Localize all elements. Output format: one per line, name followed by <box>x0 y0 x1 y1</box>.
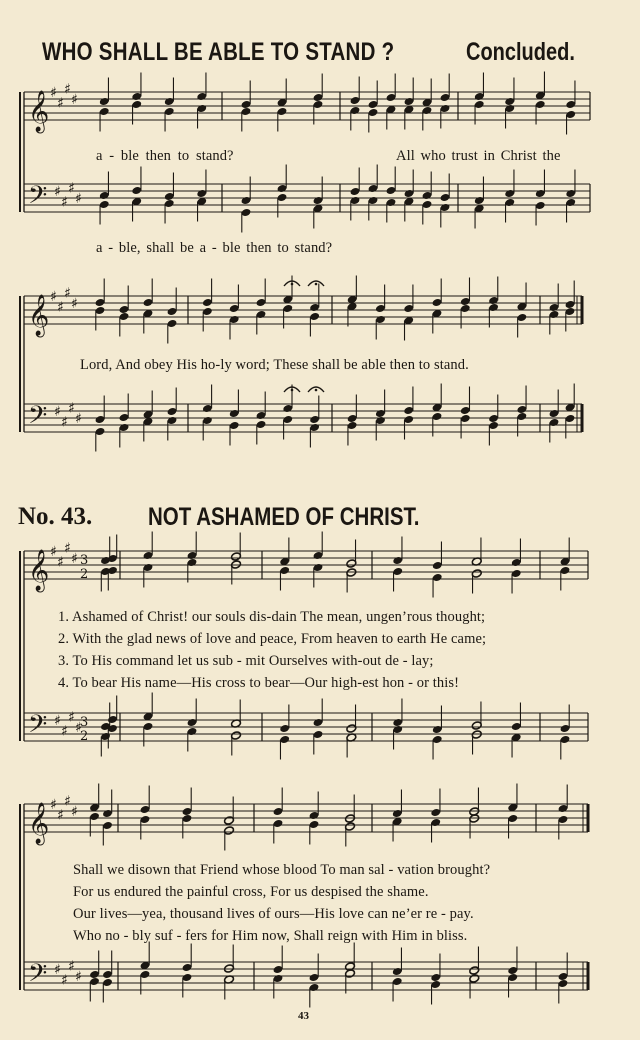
sharp-sign: ♯ <box>68 180 75 197</box>
hymn-42-title: WHO SHALL BE ABLE TO STAND ? <box>42 38 395 66</box>
hymn-43-number: No. 43. <box>18 503 93 530</box>
sharp-sign: ♯ <box>57 95 64 112</box>
hymn-42-lyric-line-1a: a - ble then to stand? <box>96 148 234 164</box>
sharp-sign: ♯ <box>61 723 68 740</box>
time-sig-top: 3 <box>80 715 89 730</box>
fermata-dot <box>315 389 318 392</box>
time-sig-top: 3 <box>80 553 89 568</box>
sharp-sign: ♯ <box>50 544 57 560</box>
sharp-sign: ♯ <box>64 285 71 302</box>
sharp-sign: ♯ <box>71 296 78 312</box>
sharp-sign: ♯ <box>57 299 64 316</box>
sharp-sign: ♯ <box>75 720 82 736</box>
bass-clef: 𝄢 <box>28 401 48 436</box>
page-number: 43 <box>298 1010 309 1022</box>
bass-clef: 𝄢 <box>28 181 48 216</box>
sharp-sign: ♯ <box>50 797 57 813</box>
sharp-sign: ♯ <box>64 793 71 810</box>
hymn-42-bass-lyric-line: a - ble, shall be a - ble then to stand? <box>96 240 333 256</box>
treble-clef: 𝄞 <box>28 550 50 591</box>
sharp-sign: ♯ <box>54 713 61 729</box>
sharp-sign: ♯ <box>57 554 64 571</box>
sharp-sign: ♯ <box>68 709 75 726</box>
sharp-sign: ♯ <box>57 807 64 824</box>
fermata-dot <box>315 283 318 286</box>
sharp-sign: ♯ <box>61 194 68 211</box>
hymn-43-title: NOT ASHAMED OF CHRIST. <box>148 503 420 531</box>
hymn-43-verse-2-line-1: 2. With the glad news of love and peace, From heaven to earth He came; <box>58 631 487 647</box>
treble-clef: 𝄞 <box>28 91 50 132</box>
sharp-sign: ♯ <box>71 92 78 108</box>
sharp-sign: ♯ <box>61 414 68 431</box>
sharp-sign: ♯ <box>75 969 82 985</box>
hymn-43-verse-1-line-2: Shall we disown that Friend whose blood To man sal - vation brought? <box>73 862 491 878</box>
fermata-dot <box>291 283 294 286</box>
hymn-42-concluded-label: Concluded. <box>466 38 575 66</box>
hymn-43-verse-2-line-2: For us endured the painful cross, For us despised the shame. <box>73 884 429 900</box>
hymn-43-verse-1-line-1: 1. Ashamed of Christ! our souls dis-dain The mean, ungen’rous thought; <box>58 609 486 625</box>
hymn-43-verse-3-line-2: Our lives—yea, thousand lives of ours—His love can ne’er re - pay. <box>73 906 474 922</box>
treble-clef: 𝄞 <box>28 295 50 336</box>
treble-clef: 𝄞 <box>28 803 50 844</box>
sharp-sign: ♯ <box>71 804 78 820</box>
time-sig-bottom: 2 <box>80 567 89 582</box>
sharp-sign: ♯ <box>75 411 82 427</box>
sharp-sign: ♯ <box>71 551 78 567</box>
sharp-sign: ♯ <box>54 184 61 200</box>
hymn-43-verse-4-line-2: Who no - bly suf - fers for Him now, Shall reign with Him in bliss. <box>73 928 468 944</box>
time-sig-bottom: 2 <box>80 729 89 744</box>
bass-clef: 𝄢 <box>28 710 48 745</box>
sharp-sign: ♯ <box>68 958 75 975</box>
fermata-dot <box>291 389 294 392</box>
sharp-sign: ♯ <box>64 81 71 98</box>
hymn-43-verse-3-line-1: 3. To His command let us sub - mit Ourselves with-out de - lay; <box>58 653 434 669</box>
sharp-sign: ♯ <box>50 85 57 101</box>
hymn-42-lyric-line-1b: All who trust in Christ the <box>396 148 561 164</box>
sharp-sign: ♯ <box>75 191 82 207</box>
sharp-sign: ♯ <box>68 400 75 417</box>
sharp-sign: ♯ <box>54 962 61 978</box>
sharp-sign: ♯ <box>64 540 71 557</box>
hymn-43-verse-4-line-1: 4. To bear His name—His cross to bear—Our high-est hon - or this! <box>58 675 460 691</box>
sharp-sign: ♯ <box>50 289 57 305</box>
sharp-sign: ♯ <box>61 972 68 989</box>
hymn-42-lyric-line-2: Lord, And obey His ho-ly word; These shall be able then to stand. <box>80 357 469 373</box>
bass-clef: 𝄢 <box>28 959 48 994</box>
sharp-sign: ♯ <box>54 404 61 420</box>
